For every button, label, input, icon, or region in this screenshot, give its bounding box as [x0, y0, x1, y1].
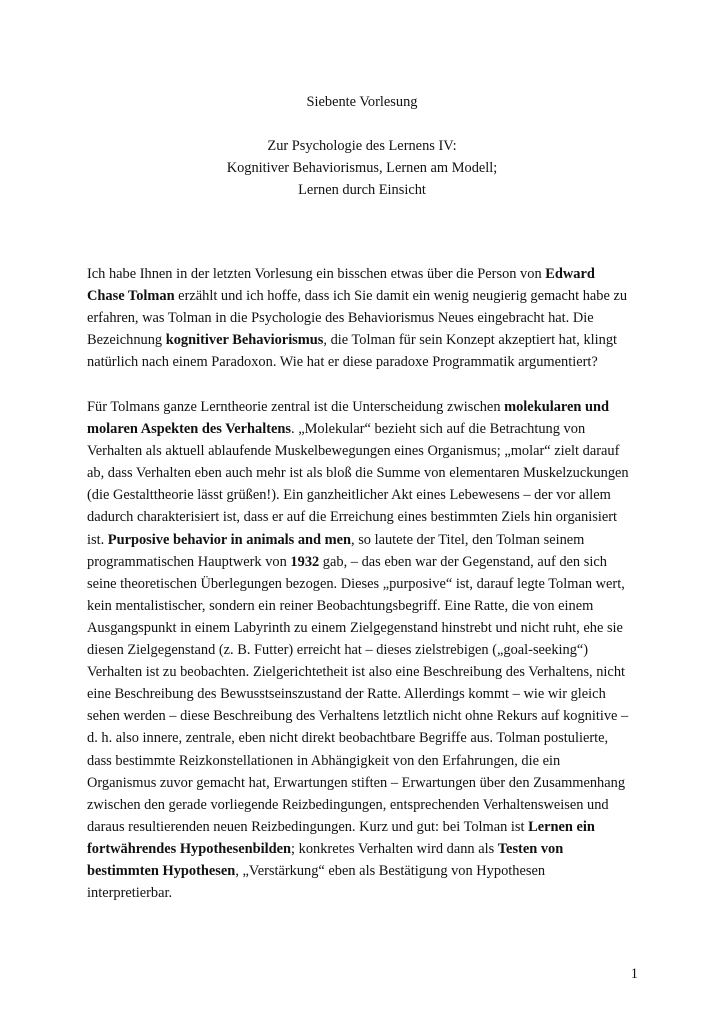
text-run: eine Beschreibung des Bewusstseinszustand der Ratte. Allerdings kommt – wie wir gleich	[87, 686, 606, 703]
text-run: seine theoretischen Überlegungen bezogen. Dieses „purposive“ ist, darauf legte Tolman wert,	[87, 575, 625, 592]
text-run: daraus resultierenden neuen Reizbedingungen. Kurz und gut: bei Tolman ist	[87, 818, 529, 835]
paragraph-molecular-molar	[87, 396, 647, 904]
text-run: programmatischen Hauptwerk von	[87, 553, 291, 570]
text-line	[87, 484, 647, 506]
text-run: Verhalten als aktuell ablaufende Muskelbewegungen eines Organismus; „molar“ zielt darauf	[87, 443, 620, 460]
lecture-heading	[0, 91, 724, 113]
text-line	[87, 440, 647, 462]
text-line	[87, 639, 647, 661]
text-line	[87, 794, 647, 816]
bold-term: Testen von	[497, 840, 564, 857]
bold-term: kognitiver Behaviorismus	[165, 332, 324, 349]
text-line	[87, 882, 647, 904]
text-line	[87, 462, 647, 484]
text-run: , die Tolman für sein Konzept akzeptiert hat, klingt	[323, 332, 618, 349]
bold-term: molaren Aspekten des Verhaltens	[87, 421, 292, 438]
text-line	[87, 816, 647, 838]
bold-term: Chase Tolman	[87, 288, 175, 305]
text-run: Verhalten ist zu beobachten. Zielgerichtetheit ist also eine Beschreibung des Verhaltens, nicht	[87, 664, 626, 681]
text-line	[87, 727, 647, 749]
bold-term: Edward	[545, 266, 595, 282]
text-run: (die Gestalttheorie lässt grüßen!). Ein ganzheitlicher Akt eines Lebewesens – der vor allem	[87, 487, 611, 504]
text-run: Organismus zuvor gemacht hat, Erwartungen stiften – Erwartungen über den Zusammenhang	[87, 774, 626, 791]
text-line	[87, 307, 647, 329]
lecture-title-line: Zur Psychologie des Lernens IV:	[267, 138, 457, 154]
text-line	[87, 329, 647, 351]
text-run: zwischen den gerade vorliegende Reizbedingungen, entsprechenden Verhaltensweisen und	[87, 796, 609, 813]
bold-term: Purposive behavior in animals and men	[107, 531, 352, 548]
text-line	[87, 838, 647, 860]
bold-term: 1932	[290, 553, 320, 570]
text-run: Ausgangspunkt in einem Labyrinth zu einem Zielgegenstand hinstrebt und nicht ruht, ehe sie	[87, 619, 623, 636]
text-run: ab, dass Verhalten eben auch mehr ist als bloß die Summe von elementaren Muskelzuckungen	[87, 465, 629, 482]
text-line	[87, 772, 647, 794]
text-line	[87, 705, 647, 727]
text-line	[87, 683, 647, 705]
text-run: kein mentalistischer, sondern ein reiner Beobachtungsbegriff. Eine Ratte, die von einem	[87, 597, 594, 614]
text-line	[87, 750, 647, 772]
text-line	[87, 551, 647, 573]
text-run: gab, – das eben war der Gegenstand, auf den sich	[319, 553, 607, 570]
lecture-heading-text: Siebente Vorlesung	[306, 94, 418, 110]
paragraph-intro	[87, 263, 647, 373]
text-run: , so lautete der Titel, den Tolman seinem	[351, 531, 585, 548]
text-line	[87, 595, 647, 617]
text-run: erzählt und ich hoffe, dass ich Sie damit ein wenig neugierig gemacht habe zu	[174, 288, 628, 305]
text-run: Ich habe Ihnen in der letzten Vorlesung ein bisschen etwas über die Person von	[87, 266, 546, 282]
text-line	[87, 617, 647, 639]
text-line	[87, 285, 647, 307]
text-line	[87, 529, 647, 551]
text-run: , „Verstärkung“ eben als Bestätigung von Hypothesen	[235, 862, 546, 879]
text-line	[87, 661, 647, 683]
text-run: ist.	[87, 531, 108, 548]
text-run: ; konkretes Verhalten wird dann als	[291, 840, 498, 857]
text-run: diesen Zielgegenstand (z. B. Futter) erreicht hat – dieses zielstrebigen („goal-seeking“)	[87, 642, 589, 659]
text-run: Für Tolmans ganze Lerntheorie zentral ist die Unterscheidung zwischen	[87, 399, 505, 415]
text-run: dass bestimmte Reizkonstellationen in Abhängigkeit von den Erfahrungen, die ein	[87, 752, 561, 769]
lecture-title-line: Kognitiver Behaviorismus, Lernen am Modell;	[226, 160, 498, 176]
text-run: erfahren, was Tolman in die Psychologie des Behaviorismus Neues eingebracht hat. Die	[87, 310, 594, 327]
text-run: Bezeichnung	[87, 332, 166, 349]
text-run: natürlich nach einem Paradoxon. Wie hat er diese paradoxe Programmatik argumentiert?	[87, 354, 598, 371]
lecture-title	[0, 135, 724, 201]
text-line	[87, 506, 647, 528]
text-run: dadurch charakterisiert ist, dass er auf die Erreichung eines bestimmten Ziels hin organisiert	[87, 509, 618, 526]
lecture-title-line: Lernen durch Einsicht	[298, 182, 426, 198]
text-run: sehen werden – diese Beschreibung des Verhaltens letztlich nicht ohne Rekurs auf kognitive –	[87, 708, 629, 725]
text-run: interpretierbar.	[87, 885, 173, 902]
text-line	[87, 396, 647, 418]
text-line	[87, 860, 647, 882]
text-line	[87, 573, 647, 595]
text-run: d. h. also innere, zentrale, eben nicht direkt beobachtbare Begriffe aus. Tolman postulierte,	[87, 730, 609, 747]
text-line	[87, 418, 647, 440]
bold-term: Lernen ein	[528, 818, 595, 835]
bold-term: fortwährendes Hypothesenbilden	[87, 840, 292, 857]
page-number: 1	[630, 966, 638, 982]
bold-term: molekularen und	[504, 399, 610, 415]
text-line	[87, 351, 647, 373]
bold-term: bestimmten Hypothesen	[87, 862, 236, 879]
text-line	[87, 263, 647, 285]
text-run: . „Molekular“ bezieht sich auf die Betrachtung von	[291, 421, 586, 438]
